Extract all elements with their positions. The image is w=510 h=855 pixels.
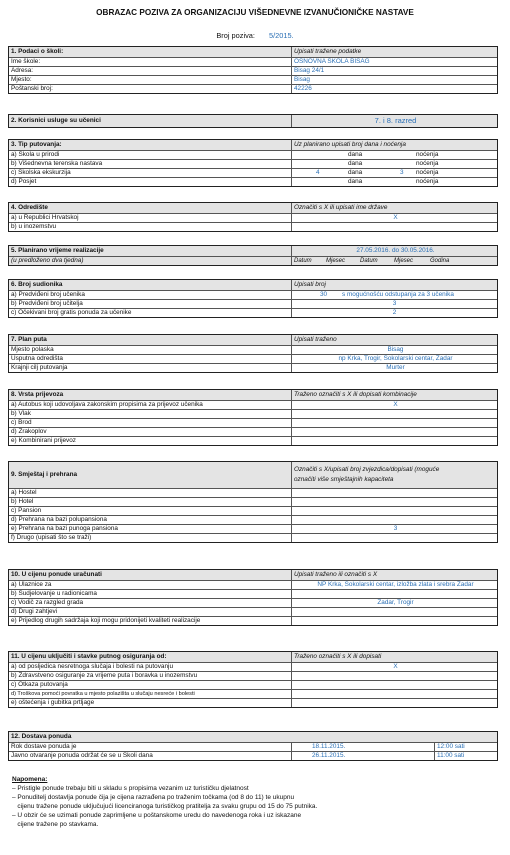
- label-pansion: c) Pansion: [9, 507, 292, 515]
- value-rok-datum: 18.11.2015.: [292, 743, 435, 751]
- value-u-hrvatskoj: X: [393, 214, 398, 221]
- broj-label: Broj poziva:: [216, 31, 255, 40]
- value-puni-pansion: 3: [393, 525, 398, 532]
- nights-label: noćenja: [416, 151, 439, 158]
- label-kombinirani: e) Kombinirani prijevoz: [9, 437, 292, 445]
- label-skola-u-prirodi: a) Škola u prirodi: [9, 151, 292, 159]
- label-hotel: b) Hotel: [9, 498, 292, 506]
- label-radionice: b) Sudjelovanje u radionicama: [9, 590, 292, 598]
- label-rok-dostave: Rok dostave ponuda je: [9, 743, 292, 751]
- section-putno-osiguranje: [8, 651, 498, 708]
- section-6-instruction: Upisati broj: [294, 281, 326, 288]
- value-datumi: 27.05.2016. do 30.05.2016.: [356, 247, 435, 254]
- value-prtljaga: [292, 699, 497, 707]
- label-ime-skole: Ime škole:: [9, 58, 292, 66]
- label-drugo: f) Drugo (upisati što se traži): [9, 534, 292, 542]
- section-3-title: 3. Tip putovanja:: [9, 140, 292, 150]
- section-tip-putovanja: [8, 139, 498, 187]
- label-brod: c) Brod: [9, 419, 292, 427]
- label-mjesto-polaska: Mjesto polaska: [9, 346, 292, 354]
- value-otkaz: [292, 681, 497, 689]
- value-polupansion: [292, 516, 497, 524]
- value-kombinirani: [292, 437, 497, 445]
- broj-value: 5/2015.: [268, 31, 294, 40]
- label-polupansion: d) Prehrana na bazi polupansiona: [9, 516, 292, 524]
- section-10-instruction: Upisati traženo ili označiti s X: [294, 571, 378, 578]
- section-1-instruction: Upisati tražene podatke: [294, 48, 362, 55]
- days-label: dana: [348, 151, 363, 158]
- nights-value: 3: [400, 169, 404, 176]
- col-godina: Godina: [430, 258, 450, 264]
- note-odstupanje: s mogućnošću odstupanja za 3 učenika: [342, 291, 454, 298]
- value-autobus: X: [393, 401, 398, 408]
- col-datum: Datum: [294, 258, 312, 264]
- label-zrakoplov: d) Zrakoplov: [9, 428, 292, 436]
- label-adresa: Adresa:: [9, 67, 292, 75]
- value-hotel: [292, 498, 497, 506]
- value-u-inozemstvu: [292, 223, 497, 231]
- value-gratis-ponude: 2: [392, 309, 397, 316]
- value-zdravstveno: [292, 672, 497, 680]
- value-postanski-broj: 42226: [294, 85, 312, 92]
- nights-label: noćenja: [416, 178, 439, 185]
- section-2-title: 2. Korisnici usluge su učenici: [9, 115, 292, 127]
- section-4-title: 4. Odredište: [9, 203, 292, 213]
- label-nesretni-slucaj: a) od posljedica nesretnoga slučaja i bolesti na putovanju: [9, 663, 292, 671]
- value-drugi-zahtjevi: [292, 608, 497, 616]
- napomena: [12, 775, 502, 829]
- col-mjesec: Mjesec: [326, 258, 346, 264]
- col-datum: Datum: [360, 258, 378, 264]
- value-hostel: [292, 489, 497, 497]
- value-vodic: Zadar, Trogir: [377, 599, 414, 606]
- label-vlak: b) Vlak: [9, 410, 292, 418]
- label-posjet: d) Posjet: [9, 178, 292, 186]
- value-otvaranje-datum: 26.11.2015.: [292, 752, 435, 760]
- label-vodic: c) Vodič za razgled grada: [9, 599, 292, 607]
- section-8-instruction: Traženo označiti s X ili dopisati kombinacije: [294, 391, 417, 398]
- label-broj-ucenika: a) Predviđeni broj učenika: [9, 291, 292, 299]
- label-povratak: d) Troškova pomoći povratka u mjesto polazišta u slučaju nesreće i bolesti: [9, 690, 292, 698]
- label-u-inozemstvu: b) u inozemstvu: [9, 223, 292, 231]
- label-puni-pansion: e) Prehrana na bazi punoga pansiona: [9, 525, 292, 533]
- label-postanski-broj: Poštanski broj:: [9, 85, 292, 93]
- value-rok-sati: 12:00 sati: [437, 743, 465, 750]
- days-label: dana: [348, 169, 363, 176]
- value-mjesto: Bisag: [294, 76, 310, 83]
- napomena-line: – U obzir će se uzimati ponude zaprimljene u poštanskome uredu do navedenoga roka i uz iskazane: [12, 812, 302, 819]
- napomena-line: cijene tražene po stavkama.: [12, 821, 99, 828]
- value-ime-skole: OSNOVNA ŠKOLA BISAG: [294, 58, 370, 65]
- label-otkaz: c) Otkaza putovanja: [9, 681, 292, 689]
- napomena-line: – Ponuditelj dostavlja ponude čija je cijena razrađena po traženim točkama (od 8 do 11) te ukupnu: [12, 794, 295, 801]
- value-krajnji-cilj: Murter: [386, 364, 405, 371]
- label-terenska-nastava: b) Višednevna terenska nastava: [9, 160, 292, 168]
- section-11-instruction: Traženo označiti s X ili dopisati: [294, 653, 382, 660]
- label-gratis-ponude: c) Očekivani broj gratis ponuda za učenike: [9, 309, 292, 317]
- section-plan-puta: [8, 334, 498, 373]
- col-mjesec: Mjesec: [394, 258, 414, 264]
- napomena-line: – Pristigle ponude trebaju biti u skladu s propisima vezanim uz turističku djelatnost: [12, 785, 249, 792]
- label-drugi-zahtjevi: d) Drugi zahtjevi: [9, 608, 292, 616]
- label-zdravstveno: b) Zdravstveno osiguranje za vrijeme puta i boravka u inozemstvu: [9, 672, 292, 680]
- value-prijedlog-sadrzaja: [292, 617, 497, 625]
- label-u-hrvatskoj: a) u Republici Hrvatskoj: [9, 214, 292, 222]
- section-podaci-o-skoli: [8, 46, 498, 94]
- value-zrakoplov: [292, 428, 497, 436]
- value-usputna-odredista: np Krka, Trogir, Sokolarski centar, Zadar: [338, 355, 453, 362]
- section-9-instruction: Označiti s X/upisati broj zvjezdica/dopisati (moguće: [294, 466, 440, 473]
- value-otvaranje-sati: 11:00 sati: [437, 752, 465, 759]
- label-mjesto: Mjesto:: [9, 76, 292, 84]
- days-value: 4: [316, 169, 320, 176]
- value-mjesto-polaska: Bisag: [387, 346, 404, 353]
- section-8-title: 8. Vrsta prijevoza: [9, 390, 292, 400]
- section-10-title: 10. U cijenu ponude uračunati: [9, 570, 292, 580]
- section-11-title: 11. U cijenu uključiti i stavke putnog osiguranja od:: [9, 652, 292, 662]
- value-broj-ucitelja: 3: [392, 300, 397, 307]
- label-krajnji-cilj: Krajnji cilj putovanja: [9, 364, 292, 372]
- napomena-title: Napomena:: [12, 776, 48, 783]
- label-javno-otvaranje: Javno otvaranje ponuda održat će se u Školi dana: [9, 752, 292, 760]
- section-odrediste: [8, 202, 498, 232]
- days-label: dana: [348, 160, 363, 167]
- value-pansion: [292, 507, 497, 515]
- value-razred: 7. i 8. razred: [374, 116, 417, 125]
- label-predlozeno: (u predloženo dva tjedna): [9, 257, 292, 265]
- section-9-title: 9. Smještaj i prehrana: [9, 462, 292, 488]
- value-ulaznice: NP Krka, Sokolarski centar, izložba zlata i srebra Zadar: [317, 581, 474, 588]
- value-broj-ucenika: 30: [320, 291, 328, 298]
- section-cijena-ponude: [8, 569, 498, 626]
- value-brod: [292, 419, 497, 427]
- label-prtljaga: e) oštećenja i gubitka prtljage: [9, 699, 292, 707]
- section-broj-sudionika: [8, 279, 498, 318]
- section-1-title: 1. Podaci o školi:: [9, 47, 292, 57]
- section-3-instruction: Uz planirano upisati broj dana i noćenja: [294, 141, 406, 148]
- days-label: dana: [348, 178, 363, 185]
- broj-poziva: [0, 31, 510, 40]
- label-broj-ucitelja: b) Predviđeni broj učitelja: [9, 300, 292, 308]
- section-korisnici: [8, 114, 498, 128]
- label-usputna-odredista: Usputna odredišta: [9, 355, 292, 363]
- section-6-title: 6. Broj sudionika: [9, 280, 292, 290]
- page-title: OBRAZAC POZIVA ZA ORGANIZACIJU VIŠEDNEVNE IZVANUČIONIČKE NASTAVE: [96, 8, 414, 17]
- section-vrijeme-realizacije: [8, 245, 498, 266]
- nights-label: noćenja: [416, 160, 439, 167]
- napomena-line: cijenu tražene ponude uključujući licenciranoga turističkog pratitelja za svaku grupu od 15 do 75 putnika.: [12, 803, 318, 810]
- section-7-instruction: Upisati traženo: [294, 336, 337, 343]
- label-skolska-ekskurzija: c) Školska ekskurzija: [9, 169, 292, 177]
- section-4-instruction: Označiti s X ili upisati ime države: [294, 204, 388, 211]
- label-ulaznice: a) Ulaznice za: [9, 581, 292, 589]
- nights-label: noćenja: [416, 169, 439, 176]
- section-smjestaj-prehrana: [8, 461, 498, 543]
- label-autobus: a) Autobus koji udovoljava zakonskim propisima za prijevoz učenika: [9, 401, 292, 409]
- section-9-instruction-2: označiti više smještajnih kapaciteta: [294, 476, 394, 483]
- value-nesretni-slucaj: X: [393, 663, 398, 670]
- section-dostava-ponuda: [8, 731, 498, 761]
- section-5-title: 5. Planirano vrijeme realizacije: [9, 246, 292, 256]
- value-radionice: [292, 590, 497, 598]
- value-vlak: [292, 410, 497, 418]
- value-adresa: Bisag 24/1: [294, 67, 325, 74]
- value-povratak: [292, 690, 497, 698]
- value-drugo: [292, 534, 497, 542]
- label-hostel: a) Hostel: [9, 489, 292, 497]
- label-prijedlog-sadrzaja: e) Prijedlog drugih sadržaja koji mogu pridonijeti kvaliteti realizacije: [9, 617, 292, 625]
- section-vrsta-prijevoza: [8, 389, 498, 446]
- section-7-title: 7. Plan puta: [9, 335, 292, 345]
- section-12-title: 12. Dostava ponuda: [11, 733, 72, 740]
